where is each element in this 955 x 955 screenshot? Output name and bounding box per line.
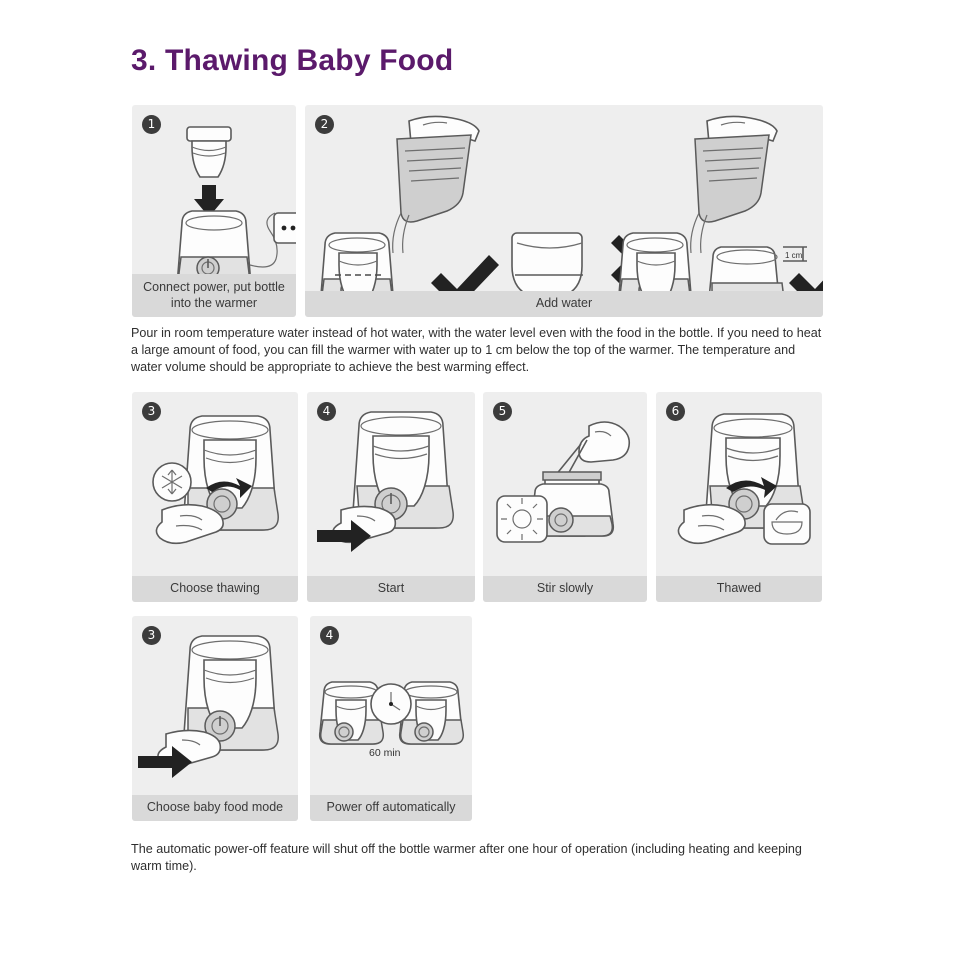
step-number-badge: 3 [142,402,161,421]
step-caption: Power off automatically [310,795,472,821]
step-panel-4 [307,392,475,602]
step-panel-5 [483,392,647,602]
step-number-badge: 2 [315,115,334,134]
step-caption: Thawed [656,576,822,602]
step-number-badge: 4 [320,626,339,645]
page-title: 3. Thawing Baby Food [131,44,454,77]
step-panel-7 [132,616,298,821]
step-panel-6 [656,392,822,602]
step-caption: Choose baby food mode [132,795,298,821]
step-number-badge: 1 [142,115,161,134]
step-number-badge: 3 [142,626,161,645]
step-panel-3 [132,392,298,602]
step-number-badge: 4 [317,402,336,421]
step-caption: Choose thawing [132,576,298,602]
step-caption: Stir slowly [483,576,647,602]
timer-label: 60 min [369,747,401,759]
step-number-badge: 6 [666,402,685,421]
step-caption: Start [307,576,475,602]
step-panel-1 [132,105,296,317]
step-caption: Connect power, put bottle into the warmer [132,274,296,317]
step-panel-2 [305,105,823,317]
step-panel-8 [310,616,472,821]
section3-paragraph: The automatic power-off feature will shut off the bottle warmer after one hour of operation (including heating and keeping warm time). [131,842,802,873]
step-number-badge: 5 [493,402,512,421]
section1-paragraph: Pour in room temperature water instead of hot water, with the water level even with the food in the bottle. If you need to heat a large amount of food, you can fill the warmer with water up to 1 cm below the top of the warmer. The temperature and water volume should be appropriate to achieve the best warming effect. [131,326,822,374]
svg-text:1 cm: 1 cm [785,251,803,260]
step-caption: Add water [305,291,823,317]
